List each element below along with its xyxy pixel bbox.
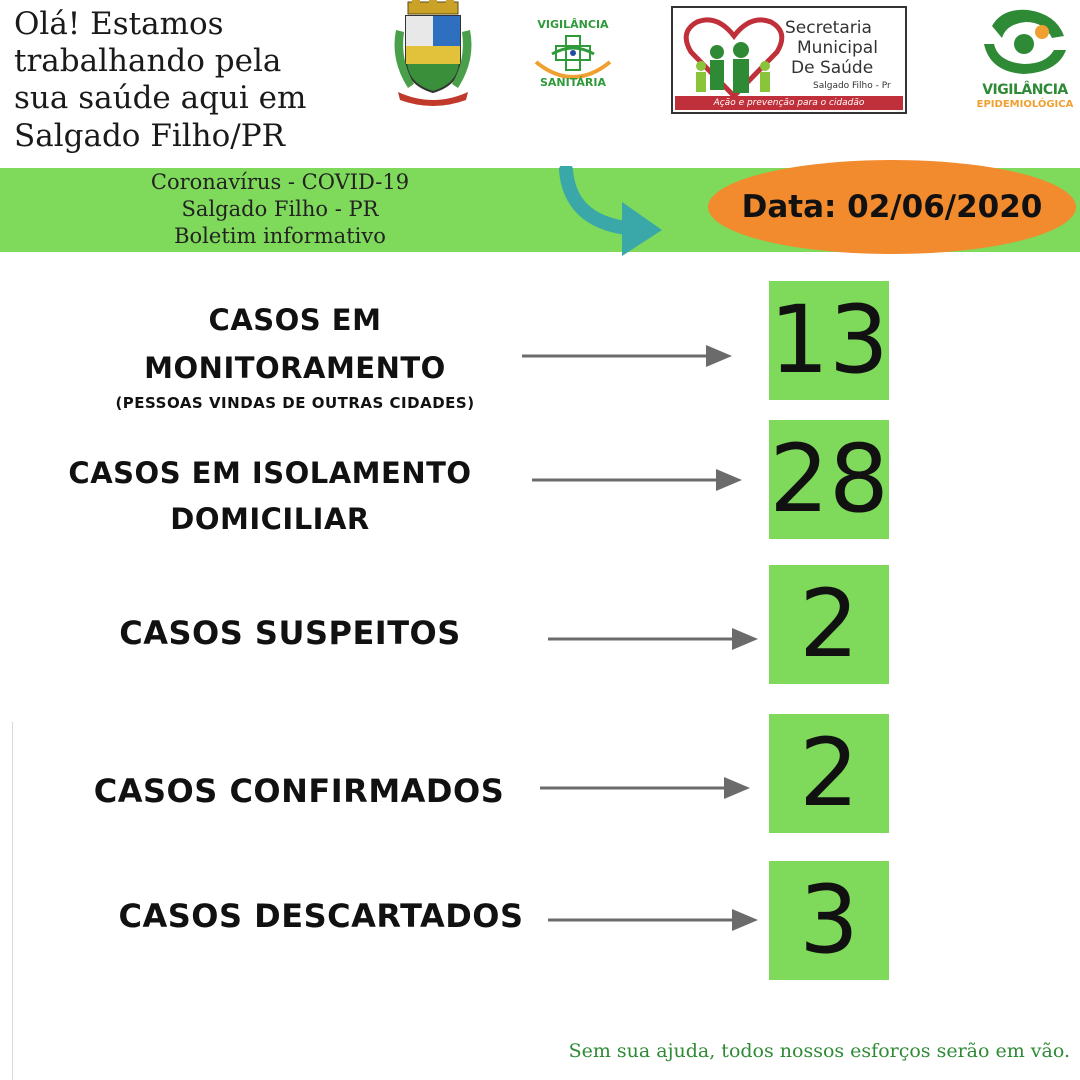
- family-heart-icon: [679, 12, 789, 102]
- arrow-right-icon: [520, 343, 736, 369]
- secretaria-title: Secretaria Municipal De Saúde: [785, 18, 878, 78]
- epidemiologica-emblem-icon: [972, 6, 1078, 80]
- greeting-line: Olá! Estamos: [14, 6, 224, 42]
- stat-label-descartados: CASOS DESCARTADOS: [118, 897, 524, 935]
- stat-label-suspeitos: CASOS SUSPEITOS: [119, 614, 461, 652]
- vigilancia-epidemiologica-logo: [972, 6, 1078, 116]
- greeting-line: sua saúde aqui em: [14, 80, 307, 117]
- arrow-right-icon: [530, 467, 746, 493]
- stat-value-monitoramento: 13: [769, 281, 889, 400]
- arrow-right-icon: [538, 775, 754, 801]
- greeting-line: Salgado Filho/PR: [14, 117, 285, 154]
- banner-line: Boletim informativo: [174, 224, 386, 248]
- sanitaria-bottom-text: SANITÁRIA: [540, 76, 606, 89]
- arrow-right-icon: [546, 626, 762, 652]
- epidemiologica-line1: VIGILÂNCIA: [982, 82, 1068, 98]
- sanitaria-top-text: VIGILÂNCIA: [537, 18, 609, 31]
- secretaria-tagline: Ação e prevenção para o cidadão: [675, 96, 903, 110]
- stat-value-confirmados: 2: [769, 714, 889, 833]
- stat-label-isolamento: CASOS EM ISOLAMENTO DOMICILIAR: [68, 456, 472, 536]
- stat-label-monitoramento: CASOS EM MONITORAMENTO: [144, 303, 446, 385]
- epidemiologica-line2: EPIDEMIOLÓGICA: [976, 99, 1074, 110]
- secretaria-saude-logo: [671, 6, 907, 114]
- greeting-text: [14, 6, 354, 155]
- vigilancia-sanitaria-logo: [522, 6, 624, 102]
- secretaria-place: Salgado Filho - Pr: [813, 81, 891, 91]
- stat-value-isolamento: 28: [769, 420, 889, 539]
- stat-value-suspeitos: 2: [769, 565, 889, 684]
- arrow-right-icon: [546, 907, 762, 933]
- stat-sublabel-monitoramento: (PESSOAS VINDAS DE OUTRAS CIDADES): [115, 394, 475, 412]
- coat-of-arms-logo: [388, 0, 478, 110]
- greeting-line: trabalhando pela: [14, 43, 282, 80]
- banner-line: Coronavírus - COVID-19: [150, 170, 410, 194]
- banner-text: [120, 169, 440, 250]
- date-badge: Data: 02/06/2020: [708, 160, 1076, 254]
- footer-message: Sem sua ajuda, todos nossos esforços serão em vão.: [568, 1040, 1070, 1062]
- curved-arrow-icon: [552, 166, 672, 262]
- divider-line: [12, 722, 13, 1080]
- stat-label-confirmados: CASOS CONFIRMADOS: [93, 772, 505, 810]
- stat-value-descartados: 3: [769, 861, 889, 980]
- banner-line: Salgado Filho - PR: [181, 197, 379, 221]
